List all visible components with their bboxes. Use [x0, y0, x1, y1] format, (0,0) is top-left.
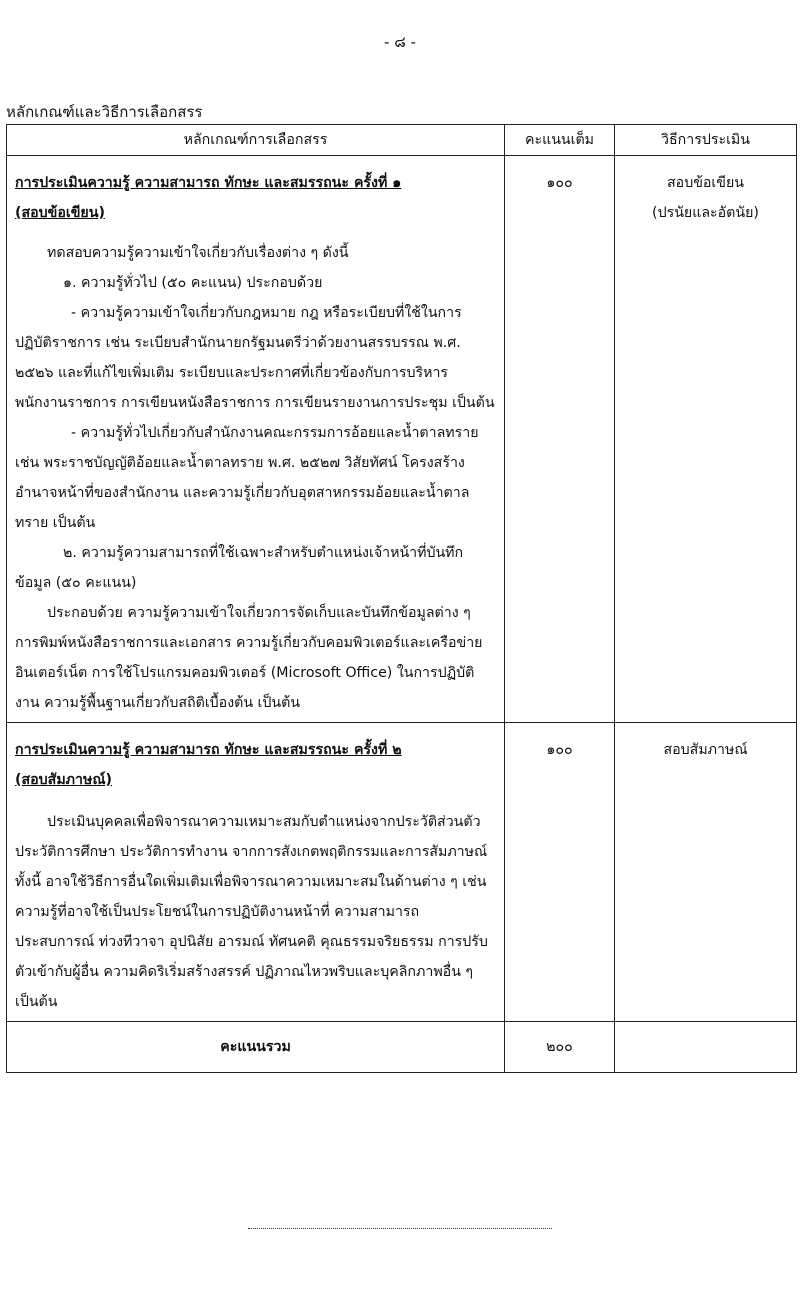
round1-item2-body: ประกอบด้วย ความรู้ความเข้าใจเกี่ยวการจัดเก็บและบันทึกข้อมูลต่าง ๆ การพิมพ์หนังสือราชการและเอกสาร ความรู้เกี่ยวกับคอมพิวเตอร์และเครือข่ายอินเตอร์เน็ต การใช้โปรแกรมคอมพิวเตอร์ (Microsoft Office) ในการปฏิบัติงาน ความรู้พื้นฐานเกี่ยวกับสถิติเบื้องต้น เป็นต้น [15, 605, 483, 711]
round1-score: ๑๐๐ [505, 156, 615, 723]
page-number: - ๘ - [384, 33, 416, 51]
round2-body: ประเมินบุคคลเพื่อพิจารณาความเหมาะสมกับตำแหน่งจากประวัติส่วนตัว ประวัติการศึกษา ประวัติการทำงาน จากการสังเกตพฤติกรรมและการสัมภาษณ์ ทั้งนี้ อาจใช้วิธีการอื่นใดเพิ่มเติมเพื่อพิจารณาความเหมาะสมในด้านต่าง ๆ เช่น ความรู้ที่อาจใช้เป็นประโยชน์ในการปฏิบัติงานหน้าที่ ความสามารถ ประสบการณ์ ท่วงทีวาจา อุปนิสัย อารมณ์ ทัศนคติ คุณธรรมจริยธรรม การปรับตัวเข้ากับผู้อื่น ความคิดริเริ่มสร้างสรรค์ ปฏิภาณไหวพริบและบุคลิกภาพอื่น ๆ เป็นต้น [15, 814, 488, 1010]
round1-title: การประเมินความรู้ ความสามารถ ทักษะ และสมรรถนะ ครั้งที่ ๑ [15, 175, 402, 191]
round1-subtitle: (สอบข้อเขียน) [15, 205, 105, 221]
document-heading: หลักเกณฑ์และวิธีการเลือกสรร [6, 103, 203, 121]
header-full-score: คะแนนเต็ม [505, 125, 615, 156]
table-row-round1 [7, 156, 797, 723]
header-assessment-method: วิธีการประเมิน [615, 125, 797, 156]
round2-subtitle: (สอบสัมภาษณ์) [15, 772, 112, 788]
dotted-end-line [248, 1228, 552, 1229]
total-score: ๒๐๐ [505, 1022, 615, 1073]
header-criteria: หลักเกณฑ์การเลือกสรร [7, 125, 505, 156]
round1-item1-b: - ความรู้ทั่วไปเกี่ยวกับสำนักงานคณะกรรมการอ้อยและน้ำตาลทราย เช่น พระราชบัญญัติอ้อยและน้ำตาลทราย พ.ศ. ๒๕๒๗ วิสัยทัศน์ โครงสร้าง อำนาจหน้าที่ของสำนักงาน และความรู้เกี่ยวกับอุตสาหกรรมอ้อยและน้ำตาลทราย เป็นต้น [15, 425, 479, 531]
selection-criteria-table [6, 124, 797, 1073]
table-row-total [7, 1022, 797, 1073]
round2-score: ๑๐๐ [505, 723, 615, 1022]
round1-item2: ๒. ความรู้ความสามารถที่ใช้เฉพาะสำหรับตำแหน่งเจ้าหน้าที่บันทึกข้อมูล (๕๐ คะแนน) [15, 545, 464, 591]
round2-criteria-cell [7, 723, 505, 1022]
total-label: คะแนนรวม [7, 1022, 505, 1073]
round1-criteria-cell [7, 156, 505, 723]
table-header-row [7, 125, 797, 156]
round1-item1: ๑. ความรู้ทั่วไป (๕๐ คะแนน) ประกอบด้วย [63, 275, 323, 291]
table-row-round2 [7, 723, 797, 1022]
round1-intro: ทดสอบความรู้ความเข้าใจเกี่ยวกับเรื่องต่าง ๆ ดังนี้ [47, 245, 349, 261]
round1-method-cell [615, 156, 797, 723]
total-method [615, 1022, 797, 1073]
round2-method: สอบสัมภาษณ์ [615, 723, 797, 1022]
round1-method-line1: สอบข้อเขียน [667, 175, 744, 191]
round1-method-line2: (ปรนัยและอัตนัย) [652, 205, 759, 221]
round2-title: การประเมินความรู้ ความสามารถ ทักษะ และสมรรถนะ ครั้งที่ ๒ [15, 742, 402, 758]
round1-item1-a: - ความรู้ความเข้าใจเกี่ยวกับกฎหมาย กฎ หรือระเบียบที่ใช้ในการปฏิบัติราชการ เช่น ระเบียบสำนักนายกรัฐมนตรีว่าด้วยงานสรรบรรณ พ.ศ. ๒๕๒๖ และที่แก้ไขเพิ่มเติม ระเบียบและประกาศที่เกี่ยวข้องกับการบริหารพนักงานราชการ การเขียนหนังสือราชการ การเขียนรายงานการประชุม เป็นต้น [15, 305, 495, 411]
